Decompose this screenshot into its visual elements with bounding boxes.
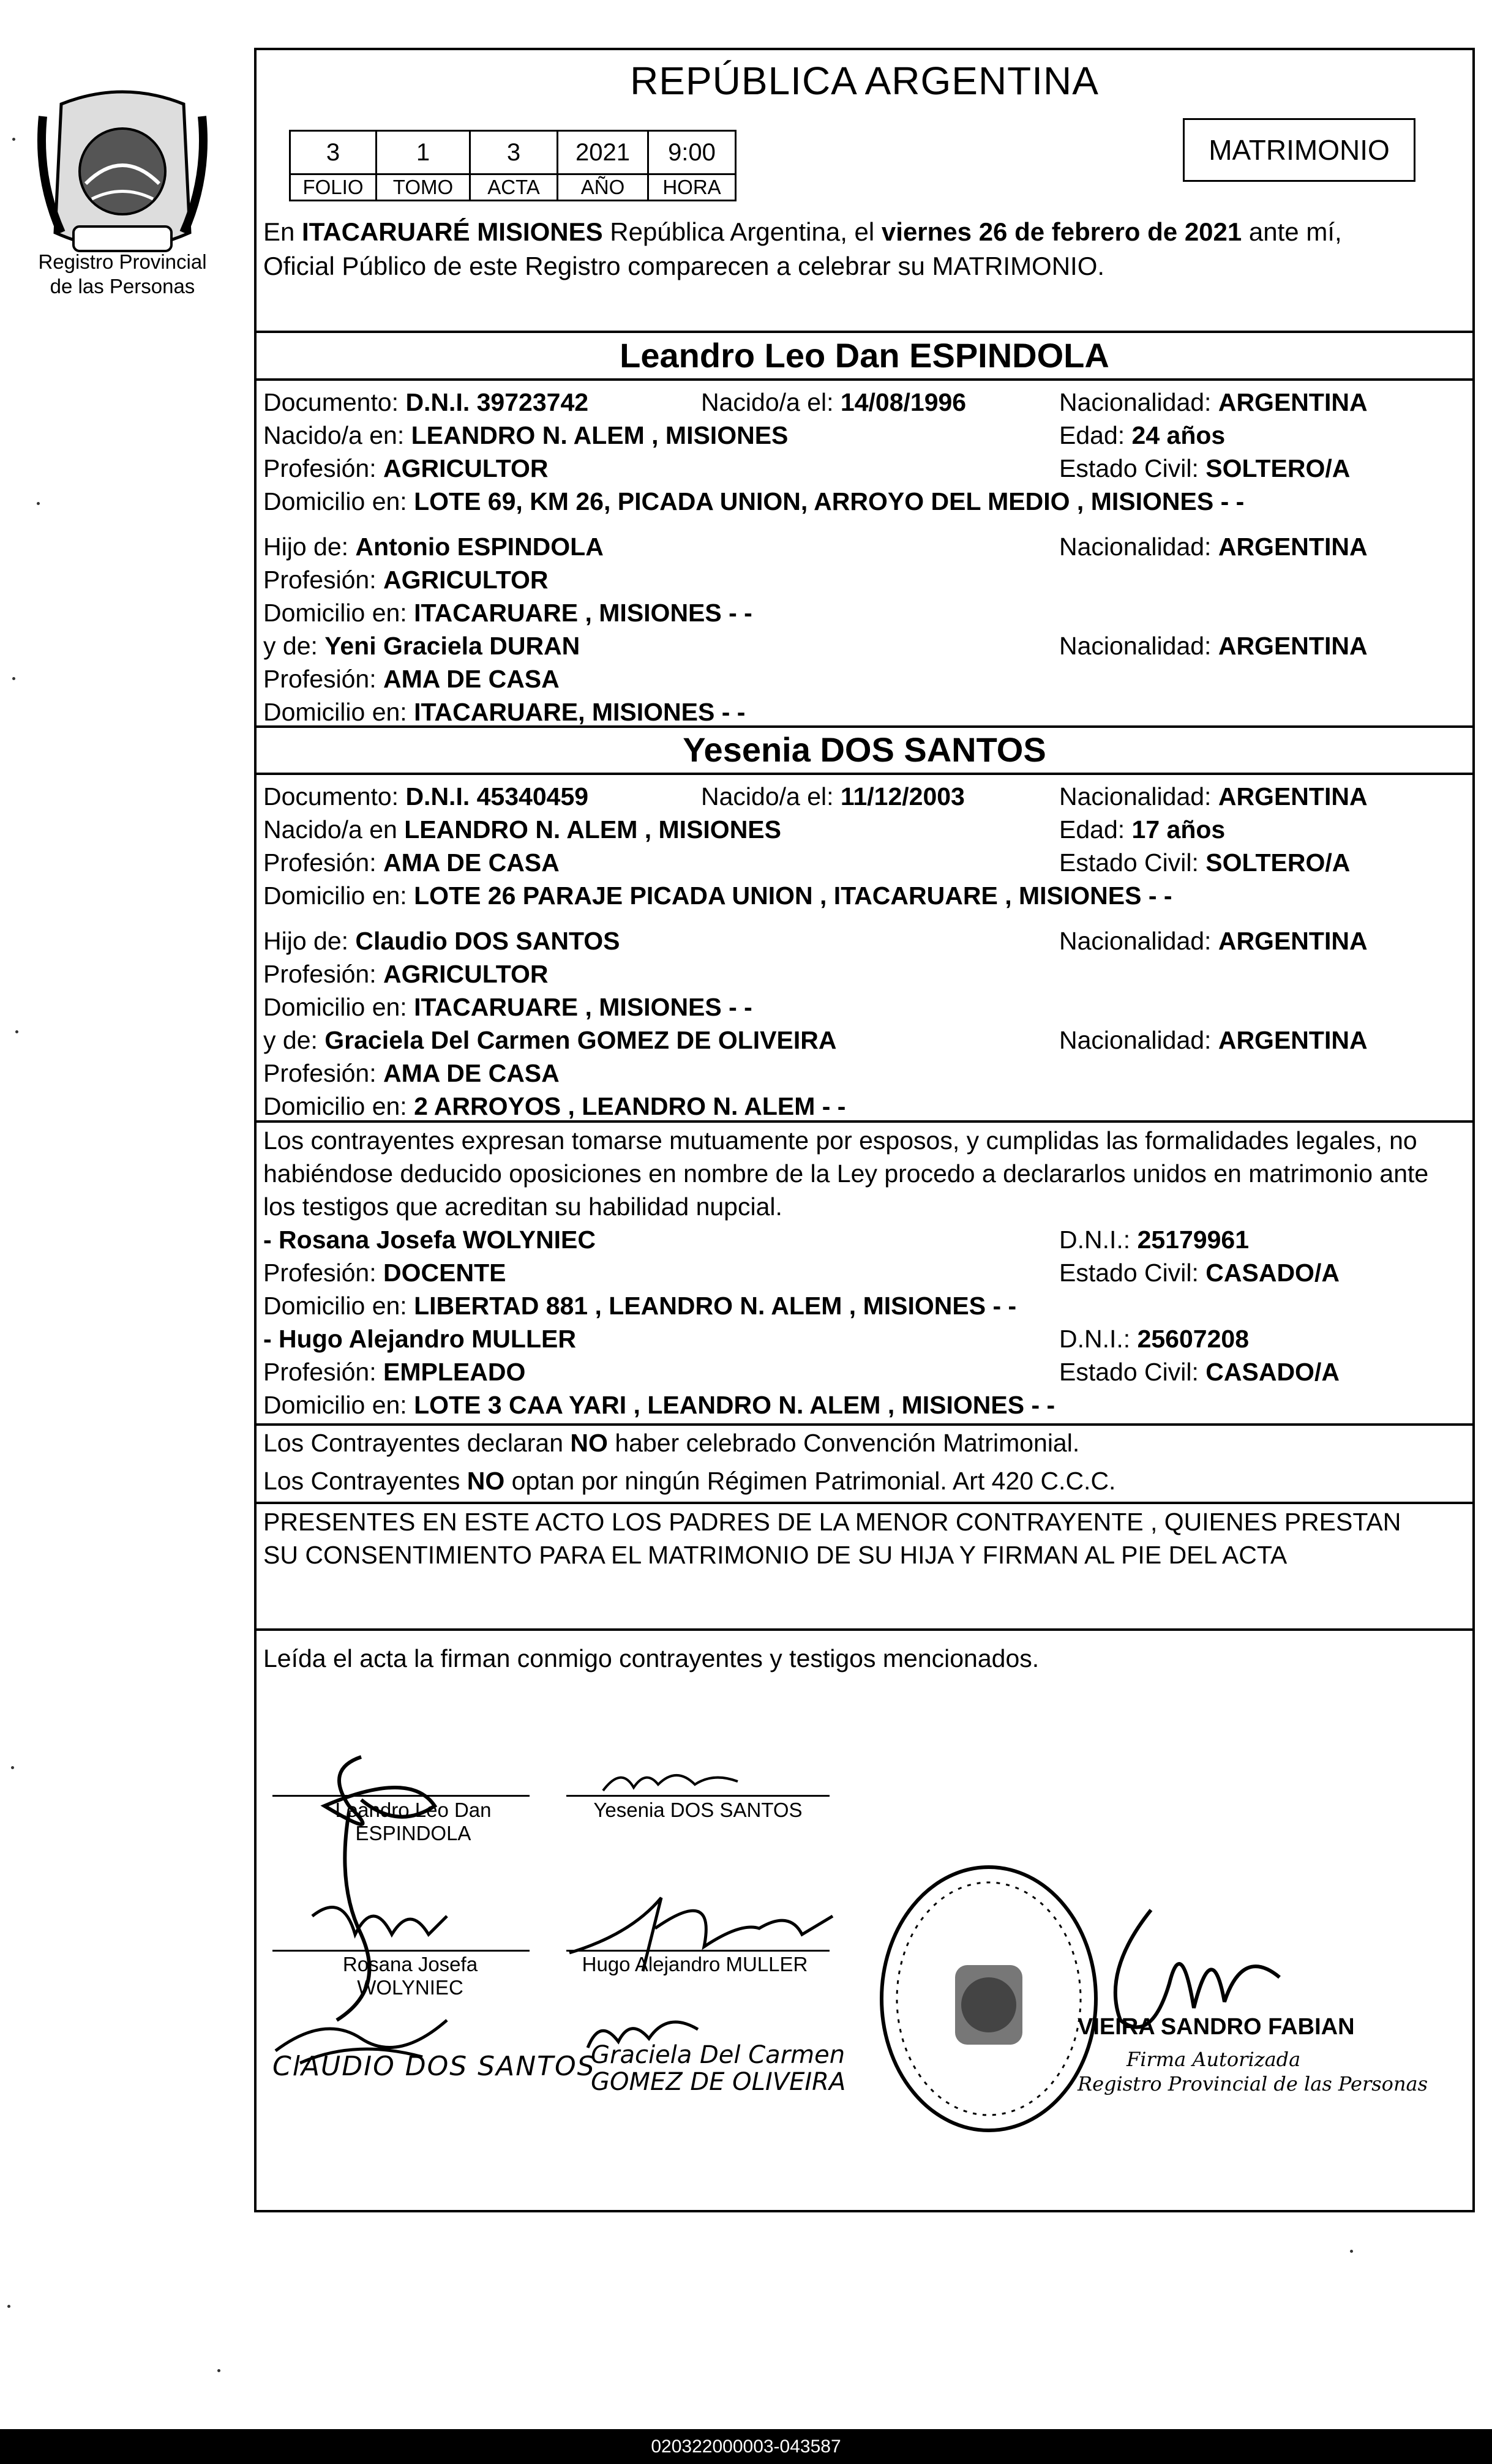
scan-speck xyxy=(7,2305,10,2308)
witness2-profesion: Profesión: EMPLEADO xyxy=(263,1358,526,1386)
divider-notes xyxy=(254,1502,1475,1504)
divider-spouse1-name xyxy=(254,378,1475,381)
spouse1-documento: Documento: D.N.I. 39723742 xyxy=(263,388,589,416)
signature-scribble-witness2 xyxy=(557,1861,845,1977)
witness1-profesion: Profesión: DOCENTE xyxy=(263,1259,506,1287)
witness2-dni: D.N.I.: 25607208 xyxy=(1059,1325,1249,1353)
acta-value: 3 xyxy=(470,131,558,174)
spouse1-padre-profesion: Profesión: AGRICULTOR xyxy=(263,566,549,594)
spouse2-padre: Hijo de: Claudio DOS SANTOS xyxy=(263,927,620,955)
spouse1-padre: Hijo de: Antonio ESPINDOLA xyxy=(263,533,604,561)
scan-speck xyxy=(37,502,40,505)
spouse2-madre-nacionalidad: Nacionalidad: ARGENTINA xyxy=(1059,1026,1368,1054)
divider-spouse2-name xyxy=(254,773,1475,775)
handwritten-father-name: ClAUDIO DOS SANTOS xyxy=(272,2051,596,2082)
tomo-value: 1 xyxy=(377,131,470,174)
registration-table xyxy=(289,130,737,201)
convention-line2: Los Contrayentes NO optan por ningún Régimen Patrimonial. Art 420 C.C.C. xyxy=(263,1467,1116,1495)
scan-speck xyxy=(12,677,15,680)
handwritten-mother-name: Graciela Del Carmen GOMEZ DE OLIVEIRA xyxy=(591,2041,846,2096)
logo-caption-line2: de las Personas xyxy=(50,275,195,298)
spouse1-estado-civil: Estado Civil: SOLTERO/A xyxy=(1059,454,1351,482)
official-stamp xyxy=(875,1861,1102,2136)
spouse2-documento: Documento: D.N.I. 45340459 xyxy=(263,782,589,811)
spouse2-name: Yesenia DOS SANTOS xyxy=(683,730,1046,769)
declaration-line3: los testigos que acreditan su habilidad nupcial. xyxy=(263,1193,782,1221)
signature-scribble-spouse1 xyxy=(288,1732,490,2039)
signature-caption-witness2: Hugo Alejandro MULLER xyxy=(582,1953,808,1975)
witness2-domicilio: Domicilio en: LOTE 3 CAA YARI , LEANDRO N. ALEM , MISIONES - - xyxy=(263,1391,1055,1419)
acta-label: ACTA xyxy=(470,174,558,201)
signature-scribble-spouse2 xyxy=(597,1763,750,1800)
record-type-box: MATRIMONIO xyxy=(1183,118,1415,182)
convention-line1: Los Contrayentes declaran NO haber celebrado Convención Matrimonial. xyxy=(263,1429,1080,1457)
spouse1-padre-nacionalidad: Nacionalidad: ARGENTINA xyxy=(1059,533,1368,561)
official-name: VIEIRA SANDRO FABIAN xyxy=(1078,2014,1355,2040)
spouse2-nacido-el: Nacido/a el: 11/12/2003 xyxy=(701,782,965,811)
scan-speck xyxy=(1350,2250,1353,2253)
witness1-estado-civil: Estado Civil: CASADO/A xyxy=(1059,1259,1340,1287)
declaration-line2: habiéndose deducido oposiciones en nombre de la Ley procedo a declararlos unidos en matrimonio ante xyxy=(263,1159,1429,1188)
spouse2-madre: y de: Graciela Del Carmen GOMEZ DE OLIVEIRA xyxy=(263,1026,837,1054)
tomo-label: TOMO xyxy=(377,174,470,201)
notes-line1: PRESENTES EN ESTE ACTO LOS PADRES DE LA MENOR CONTRAYENTE , QUIENES PRESTAN xyxy=(263,1508,1401,1536)
intro-line1: En ITACARUARÉ MISIONES República Argentina, el viernes 26 de febrero de 2021 ante mí, xyxy=(263,217,1342,246)
folio-value: 3 xyxy=(290,131,377,174)
spouse2-padre-nacionalidad: Nacionalidad: ARGENTINA xyxy=(1059,927,1368,955)
intro-line2: Oficial Público de este Registro comparecen a celebrar su MATRIMONIO. xyxy=(263,252,1105,280)
spouse2-domicilio: Domicilio en: LOTE 26 PARAJE PICADA UNION , ITACARUARE , MISIONES - - xyxy=(263,882,1172,910)
spouse1-nacido-en: Nacido/a en: LEANDRO N. ALEM , MISIONES xyxy=(263,421,789,449)
closing-text: Leída el acta la firman conmigo contrayentes y testigos mencionados. xyxy=(263,1644,1040,1672)
divider-convention xyxy=(254,1423,1475,1426)
official-role: Firma Autorizada xyxy=(1126,2048,1301,2071)
witness1-name: - Rosana Josefa WOLYNIEC xyxy=(263,1226,596,1254)
signature-caption-spouse2: Yesenia DOS SANTOS xyxy=(593,1799,803,1821)
divider-header xyxy=(254,331,1475,333)
logo-caption xyxy=(24,250,220,299)
spouse1-madre-domicilio: Domicilio en: ITACARUARE, MISIONES - - xyxy=(263,698,746,726)
official-registry: Registro Provincial de las Personas xyxy=(1078,2072,1428,2095)
spouse2-padre-domicilio: Domicilio en: ITACARUARE , MISIONES - - xyxy=(263,993,752,1021)
spouse2-madre-domicilio: Domicilio en: 2 ARROYOS , LEANDRO N. ALEM - - xyxy=(263,1092,846,1120)
spouse1-madre: y de: Yeni Graciela DURAN xyxy=(263,632,580,660)
witness2-name: - Hugo Alejandro MULLER xyxy=(263,1325,576,1353)
spouse1-madre-profesion: Profesión: AMA DE CASA xyxy=(263,665,560,693)
declaration-line1: Los contrayentes expresan tomarse mutuamente por esposos, y cumplidas las formalidades legales, no xyxy=(263,1126,1417,1155)
spouse1-edad: Edad: 24 años xyxy=(1059,421,1226,449)
spouse2-nacido-en: Nacido/a en LEANDRO N. ALEM , MISIONES xyxy=(263,815,781,844)
spouse1-profesion: Profesión: AGRICULTOR xyxy=(263,454,549,482)
witness1-domicilio: Domicilio en: LIBERTAD 881 , LEANDRO N. ALEM , MISIONES - - xyxy=(263,1292,1017,1320)
divider-closing xyxy=(254,1628,1475,1631)
scan-speck xyxy=(11,1766,14,1769)
spouse2-nacionalidad: Nacionalidad: ARGENTINA xyxy=(1059,782,1368,811)
spouse1-padre-domicilio: Domicilio en: ITACARUARE , MISIONES - - xyxy=(263,599,752,627)
spouse1-name: Leandro Leo Dan ESPINDOLA xyxy=(620,336,1109,375)
spouse2-edad: Edad: 17 años xyxy=(1059,815,1226,844)
anio-value: 2021 xyxy=(558,131,648,174)
spouse1-domicilio: Domicilio en: LOTE 69, KM 26, PICADA UNION, ARROYO DEL MEDIO , MISIONES - - xyxy=(263,487,1245,515)
spouse2-madre-profesion: Profesión: AMA DE CASA xyxy=(263,1059,560,1087)
notes-line2: SU CONSENTIMIENTO PARA EL MATRIMONIO DE SU HIJA Y FIRMAN AL PIE DEL ACTA xyxy=(263,1541,1288,1569)
anio-label: AÑO xyxy=(558,174,648,201)
scan-speck xyxy=(15,1030,18,1033)
witness2-estado-civil: Estado Civil: CASADO/A xyxy=(1059,1358,1340,1386)
scan-speck xyxy=(12,138,15,141)
spouse1-madre-nacionalidad: Nacionalidad: ARGENTINA xyxy=(1059,632,1368,660)
hora-value: 9:00 xyxy=(648,131,736,174)
spouse2-profesion: Profesión: AMA DE CASA xyxy=(263,848,560,877)
scan-speck xyxy=(217,2369,220,2372)
spouse2-padre-profesion: Profesión: AGRICULTOR xyxy=(263,960,549,988)
folio-label: FOLIO xyxy=(290,174,377,201)
scan-footer-id: 020322000003-043587 xyxy=(0,2429,1492,2464)
spouse1-nacido-el: Nacido/a el: 14/08/1996 xyxy=(701,388,967,416)
spouse1-nacionalidad: Nacionalidad: ARGENTINA xyxy=(1059,388,1368,416)
spouse2-estado-civil: Estado Civil: SOLTERO/A xyxy=(1059,848,1351,877)
witness1-dni: D.N.I.: 25179961 xyxy=(1059,1226,1249,1254)
logo-caption-line1: Registro Provincial xyxy=(38,250,207,273)
signature-caption-witness1: Rosana Josefa WOLYNIEC xyxy=(342,1953,478,1999)
signature-caption-spouse1: Leandro Leo Dan ESPINDOLA xyxy=(335,1799,492,1844)
hora-label: HORA xyxy=(648,174,736,201)
document-title: REPÚBLICA ARGENTINA xyxy=(630,59,1099,103)
